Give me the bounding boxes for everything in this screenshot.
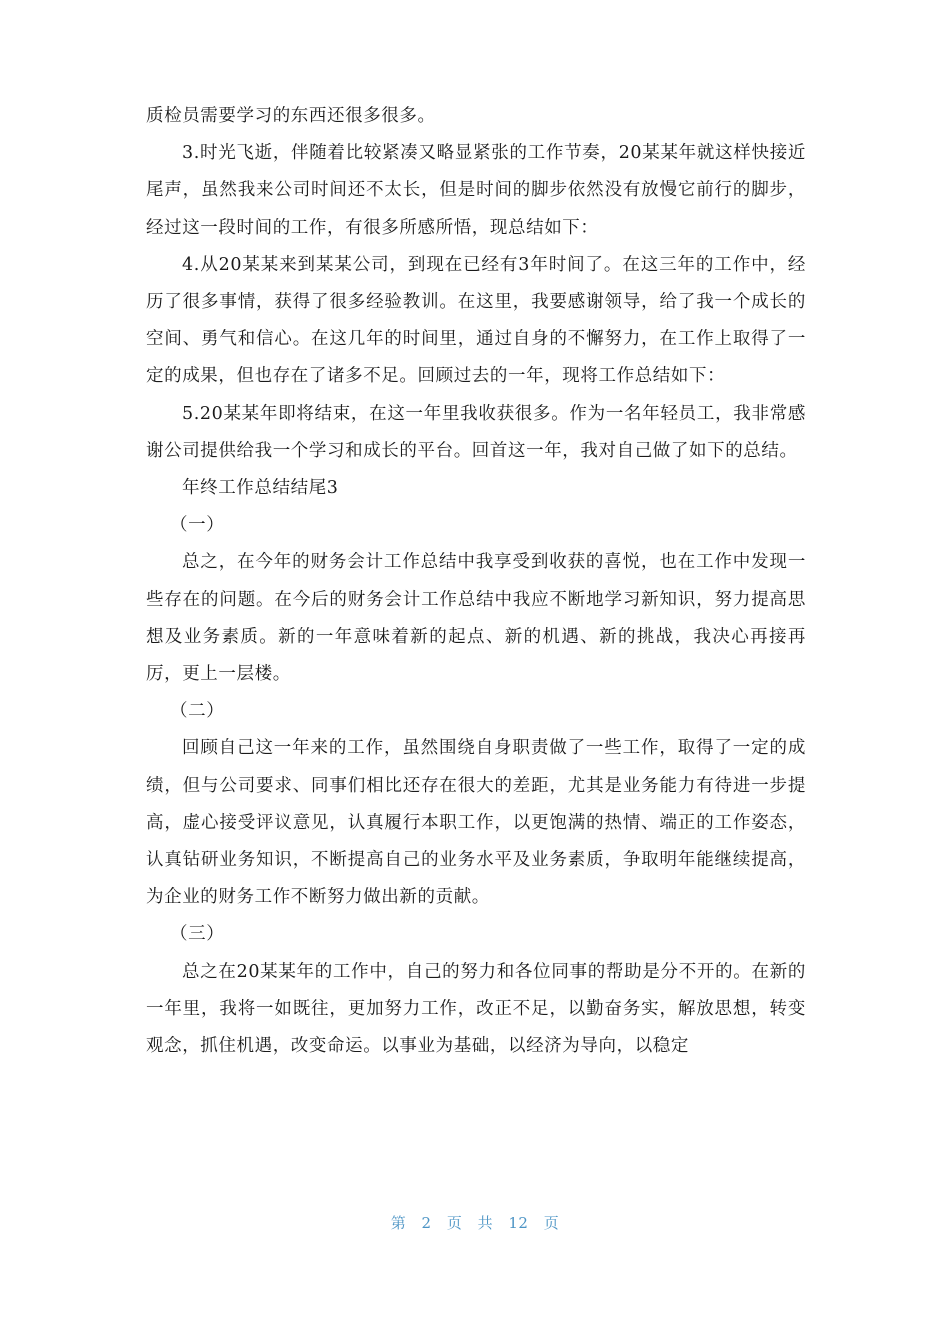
page-number-footer: 第 2 页 共 12 页 — [390, 1214, 560, 1232]
sub-heading-3: （三） — [170, 924, 225, 945]
paragraph-continuation: 质检员需要学习的东西还很多很多。 — [146, 106, 436, 126]
paragraph-item-5: 5.20某某年即将结束，在这一年里我收获很多。作为一名年轻员工，我非常感谢公司提供给我一个学习和成长的平台。回首这一年，我对自己做了如下的总结。 — [146, 403, 806, 461]
paragraph-item-3: 3.时光飞逝，伴随着比较紧凑又略显紧张的工作节奏，20某某年就这样快接近尾声，虽然我来公司时间还不太长，但是时间的脚步依然没有放慢它前行的脚步，经过这一段时间的工作，有很多所感所悟，现总结如下： — [146, 143, 806, 238]
sub-heading-2: （二） — [170, 701, 225, 722]
paragraph-section-3: 总之在20某某年的工作中，自己的努力和各位同事的帮助是分不开的。在新的一年里，我将一如既往，更加努力工作，改正不足，以勤奋务实，解放思想，转变观念，抓住机遇，改变命运。以事业为基础，以经济为导向，以稳定 — [146, 961, 806, 1057]
paragraph-section-2: 回顾自己这一年来的工作，虽然围绕自身职责做了一些工作，取得了一定的成绩，但与公司要求、同事们相比还存在很大的差距，尤其是业务能力有待进一步提高，虚心接受评议意见，认真履行本职工作，以更饱满的热情、端正的工作姿态，认真钻研业务知识，不断提高自己的业务水平及业务素质，争取明年能继续提高，为企业的财务工作不断努力做出新的贡献。 — [146, 738, 806, 908]
section-heading: 年终工作总结结尾3 — [182, 478, 339, 499]
paragraph-item-4: 4.从20某某来到某某公司，到现在已经有3年时间了。在这三年的工作中，经历了很多事情，获得了很多经验教训。在这里，我要感谢领导，给了我一个成长的空间、勇气和信心。在这几年的时间里，通过自身的不懈努力，在工作上取得了一定的成果，但也存在了诸多不足。回顾过去的一年，现将工作总结如下： — [146, 254, 806, 387]
document-body — [146, 98, 806, 1065]
paragraph-section-1: 总之，在今年的财务会计工作总结中我享受到收获的喜悦，也在工作中发现一些存在的问题。在今后的财务会计工作总结中我应不断地学习新知识，努力提高思想及业务素质。新的一年意味着新的起点、新的机遇、新的挑战，我决心再接再厉，更上一层楼。 — [146, 552, 806, 685]
sub-heading-1: （一） — [170, 515, 225, 536]
